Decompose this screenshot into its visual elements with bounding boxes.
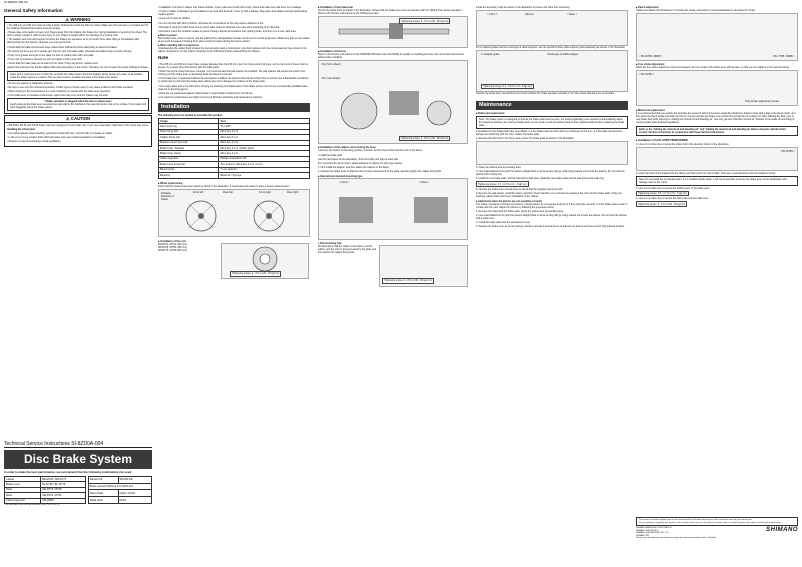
rear-label: < Rear > — [567, 13, 578, 17]
free-stroke-text: When the free stroke adjustment screw is loosened, the free stroke of the brake lever will increase, so that you can adjust it to the desired setting. — [636, 66, 790, 70]
warning-para: • Be careful not to let any oil or grease get onto the rotor and brake pads, otherwise the brakes may not work correctly. — [7, 49, 132, 53]
install-torque-1: Tightening torque: 0.5 - 0.7 N·m {5 - 7 kgf·cm} — [638, 191, 687, 195]
oil-para: • Directions: Keep the container sealed to prevent foreign objects and moisture from getting inside, and store it in a cool, dark area. — [158, 29, 297, 33]
adjust-step: 4. Depress the brake lever as far as it will go, and then operate it several times so that the two pistons all move to their fully-pressed position. — [476, 225, 625, 229]
rear-right-label: Rear right — [287, 190, 299, 194]
pad-mount-figure — [379, 245, 468, 287]
info-text: Gently depress the brake lever several times and wait for the bubbles in the reservoir tank to rise to the surface. If the brakes still work sluggishly, bleed the brake system. — [10, 103, 146, 110]
compressor-title: ■ When standing with a compressor — [158, 44, 200, 48]
footer — [636, 516, 798, 540]
shape-text: For C-shaped guides and the usual type of cable stoppers, use the special S-hose cable support (sold separately) as shown in the illustration. — [476, 46, 626, 50]
free-stroke-figure — [636, 70, 798, 106]
tsi-title: Technical Service Instructions SI-8ZD0A-004 — [4, 441, 152, 448]
caution-para: • Dispose of used oil according to local regulations. — [7, 140, 61, 144]
warning-para: • Check that the brake pads are at least 0.5 mm thick; if they are thinner, replace them. — [7, 62, 99, 66]
model-label: < BL-7785 / M985 > — [772, 54, 795, 58]
note-item: • For maximum performance we highly recommend Shimano lubricants and maintenance products. — [158, 95, 263, 99]
install-note: Note: Do not install the rod upside down. If it is installed upside down, it will not be possible to secure the brake lever to the handlebars, and damage may be the result. — [636, 176, 798, 186]
replace-step: 5. Operate the brake lever several times to check that the operation becomes stiff. — [476, 188, 563, 192]
install-step: 1. Use a 2 mm Allen key to screw the clamp bolt in the direction shown in the illustration. — [636, 142, 730, 146]
front-left-label: Front left — [193, 190, 204, 194]
int-title: ■ International standard mounting type — [318, 174, 363, 178]
front-wheel-label: <For front wheel> — [321, 63, 342, 67]
adjust-title: ■ Adjustment when the pistons are not operating correctly — [476, 200, 543, 204]
compressor-text: Understanding the caliper body to lower the internal parts using a compressor; note that moisture from the compressed air may remain in the caliper components. Let the caliper components dry sufficiently before reassembling the calipers. — [158, 47, 307, 54]
pull-text: Get the pad spacer as the illustration. (Front and left), and right to each side. — [318, 157, 399, 161]
adjust-step: 3. Install the brake pads and the pad spacers (red). — [476, 221, 531, 225]
tools-intro: The following tools are needed to assemble this product. — [158, 113, 223, 117]
note-item: • When the bicycle wheel has been removed, it is recommended that pad spacers be installed. The pad spacers will prevent the piston from coming out if the brake lever is depressed while the wheel is removed. — [158, 70, 306, 77]
remove-pads-figure — [476, 141, 628, 165]
adjust-text: The caliper mechanism includes two pistons. If these pistons do not operate properly or if they protrude unevenly, or if the brake pads remain in contact with the rotor, adjust the pistons by following the procedure below. — [476, 203, 628, 210]
rear-left-label: Rear left — [223, 190, 233, 194]
rotor-torque: Tightening torque: 2 - 4 N·m {20 - 40 kgf·cm} — [232, 272, 280, 276]
tsi-section — [4, 441, 152, 508]
hose-title: ■ Installation of the hose — [318, 50, 347, 54]
combo-table-right: Mineral Oil SM-DB-OIL Brake pad and Without fins Width fins Resin Pads G01A / G01S Metal Pads D01S — [88, 476, 152, 504]
oil-replace-title: ■ Mineral oil replacement — [636, 109, 665, 113]
lever-figure — [318, 16, 468, 48]
oil-para: • Installation of oil inlet or caliper may cause bubbles. Cover outlet and mouth with a cap. Check and make sure that there is no leakage. — [158, 6, 302, 9]
front-label: < Front > — [487, 13, 498, 17]
warning-para: • The 205 mm and 180 mm rotors provide a higher braking force than the 160 mm rotors. Make sure that you have a complete feel for the braking characteristics before using the brakes. — [7, 23, 149, 30]
adjust-step: 1. Remove the wheel and the brake pads. Clean the pistons and surrounding area. — [476, 210, 564, 214]
refer-box: Refer to the "Adding the mineral oil and bleeding air" and "Adding the mineral oil and bleeding air (when using the cylinder bleed screw)" Service Instructions in conjunction with these Service Instructions. — [636, 126, 798, 136]
warning-para: • If any oil or grease does get on the pads, be sure to replace them with new pads. — [7, 53, 95, 57]
column-5 — [636, 6, 798, 539]
warning-para: • Each rider's bicycle may handle slightly differently depending on the model. Therefore, be sure to learn the proper braking technique. — [7, 66, 149, 70]
warning-para: • Do not use organic or hazardous solvents. — [7, 81, 54, 85]
c-shape-label: C-shaped guide — [481, 53, 500, 57]
warning-title: ⚠ WARNING — [5, 17, 151, 23]
step-item: 1. First install the adapter, and then attach the calipers to the frame. — [318, 166, 390, 170]
free-stroke-title: ■ Free stroke adjustment — [636, 63, 665, 67]
burn-title: ■ Burn in period — [158, 34, 177, 38]
free-stroke-screw-label: Free stroke adjustment screw — [745, 100, 780, 104]
burn-text: Disc brakes have a burn-in period, and the braking force will gradually increase as the burn-in period progresses. Make sure that you are aware of any such increases in braking force when using the brakes during the burn-in period. — [158, 37, 310, 44]
oil-para: • Keep out of reach of children. — [158, 17, 191, 21]
caliper-step: • Install the brake pads. — [318, 153, 343, 157]
reach-figure — [636, 13, 798, 61]
model-label: < BL-M765 > — [780, 149, 795, 153]
footer-small: Please note: specifications are subject to change for improvement without notice. (English) — [636, 537, 717, 539]
hose-figure — [318, 60, 468, 144]
caliper-torque: Tightening torque: 6 - 8 N·m {60 - 80 kgf·cm} — [401, 136, 449, 140]
cable-guide-figure — [476, 50, 628, 92]
note-title: Note — [158, 55, 169, 61]
pad-pin-label: Pad pin — [525, 13, 534, 17]
oil-para: • Do not mix fluid with other products, otherwise the oil container as this may cause explosion or fire. — [158, 21, 264, 25]
note-item: • If the brake lever is depressed without the pad spacers installed, the pistons will protrude further than is normal. Use a flat-bladed screwdriver or similar tool to push back the brake pads, taking care not to damage the surfaces of the brake pads. — [158, 77, 309, 84]
rotating-dir-label: Rotating direction of wheel — [161, 191, 174, 202]
info-title: < Brake operation is sluggish when the lever is depressed > — [43, 100, 113, 104]
oil-replace-text: It is recommended that you replace the oil inside the reservoir tank if it becomes markedly discolored. Attach a hose with a bag to the bleed nipple, and then open the bleed nipple and drain out the oil. You can operate the brake lever at this time to help the oil to drain out. After draining the fluid, pour in new brake fluid while referring to 'Adding the mineral oil and bleeding air'. Use only genuine Shimano mineral oil. Dispose of the waste oil according to country and/or state disposal regulations. — [636, 112, 796, 125]
install-figure-1 — [636, 147, 798, 171]
cable-torque: Tightening torque: 0.3 - 0.5 N·m {3 - 5 kgf·cm} — [483, 84, 532, 88]
warning-para: • The calipers and rotor will become hot when the brakes are operated, so do not touch them while riding or immediately after dismounting from the bicycle, otherwise you may get burned. — [7, 38, 140, 45]
model-label: < BL-M765 / M665 > — [639, 54, 663, 58]
model-label: < BL-M765 > — [639, 73, 654, 77]
front-right-label: Front right — [259, 190, 271, 194]
warning-para: • Check that the brake components have cooled down sufficiently before attempting to adjust the brakes. — [7, 45, 118, 49]
column-1 — [4, 6, 152, 507]
hose-text: Refer to the Service Instructions for the SM-BH90-SB brake hose (SI-8JA0A) for details on installing the hose. Do not let the hose become twisted when installing. — [318, 53, 465, 60]
pad-torque: Tightening torque: 6 - 8 N·m {60 - 80 kgf·cm} — [384, 279, 432, 283]
caps-figure — [476, 10, 628, 46]
note-item: • Use soapy water and a dry cloth when carrying out cleaning and maintenance of the brake system. Do not use commercially available brake cleaners or silencing agents. — [158, 84, 308, 91]
warning-para: • Be sure to use only the mineral oil specified. If other types of oil are used, it may cause problems with brake operation. — [7, 85, 134, 89]
warning-para: • If the rotor is cracked or warped, be sure to replace it with a new rotor. — [7, 58, 83, 62]
installation-bar: Installation — [158, 103, 310, 112]
company-list: SHIMANO AMERICAN CORPORATION SHIMANO EUROPE B.V. SHIMANO (SINGAPORE) PTE. LTD. SHIMANO INC. — [636, 527, 672, 537]
reach-title: ■ Reach adjustment — [636, 6, 659, 9]
oil-para: • If inlet or caliper is damaged, go immediately to an area with fresh air. Cover up with a blanket. Stay warm and stable and seek professional medical advice. — [158, 10, 307, 17]
rotor-title: ■ Installation of the rotor — [158, 239, 187, 243]
hose-info: For conventional mount rovers, attach adapters to calipers for post-type mounts. — [318, 161, 403, 165]
caliper-title: ■ Installation of the calipers and securing the hose — [318, 146, 376, 150]
replace-step: 2. Clean the pistons and surrounding area. — [476, 166, 522, 170]
spring-torque: Tightening torque: 0.1 - 0.3 N·m {1 - 3 kgf·cm} — [478, 182, 527, 186]
caution-para: • SM-RT61, RT-51 and RT-55 brake rotors are designed for resin pads only. If you use metal pads, rapid wear of the rotors may occur. — [7, 123, 149, 127]
usual-stopper-label: Usual type of cable stopper — [547, 53, 579, 57]
footer-note: This service instruction explains how to use and maintain the Shimano bicycle parts which have been used on your new bicycle. For any questions regarding your bicycle or other matters which are not covered in this manual, please consult the place of purchase or the bicycle manufacturer. — [636, 517, 798, 526]
wheel-title: ■ Wheel spoke facing — [158, 181, 183, 185]
caps-intro: Install the accessory caps as shown in the illustration to prevent the bolts from loosening. — [476, 6, 571, 9]
front-label: < Front > — [339, 180, 350, 184]
note-item: • The 205 mm and 180 mm rotors have a larger diameter than the 160 mm rotors for cross-country bicycles, and so the bend of these rotors is greater. As a result, they will interfere with the brake pads. — [158, 63, 309, 70]
replace-note: Note: The brake system is designed so that as the brake pads become worn, the pistons gradually move outward to automatically adjust the clearance between the rotor and brake pads, so you need to push the pistons back to their original positions when replacing the brake pads. — [476, 116, 628, 129]
adjust-step: 2. Use a flat-bladed tool to push the pistons straight back in as far as they will go, being careful not to twist the pistons. Do not push the pistons with a sharp tool. — [476, 214, 627, 221]
replace-step: 4. Install the new brake pads, and the pad spring (pad axle). Install the new brake pads and the pad spring and snap ring. — [476, 177, 605, 181]
int-mount-figure — [318, 178, 468, 240]
caliper-step: • Remove the spacer for bleeding (yellow), and then set the wheel which has the rotor in the frame. — [318, 149, 423, 153]
replace-step: 3. Use a flat-bladed tool to push the pistons straight back in as far as they will go, while being careful not to twist the pistons. Do not push the pistons with a sharp tool. — [476, 170, 625, 177]
install-torque-2: Tightening torque: 6 - 8 N·m {60 - 80 kgf·cm} — [638, 202, 686, 206]
caution-box — [4, 115, 152, 146]
replace-title: ■ Brake pad replacement — [476, 112, 505, 116]
combo-table-left: Caliper BR-M765 / BR-M775 Brake Lever BL-M765 / BL-M775 Rotor SM-RT75 / RT65 Rotor SM-RT61 / RT51 Cable Supporter SM-HM40 — [4, 476, 86, 504]
doc-code: SI-8ZD0A-005-00 — [4, 0, 28, 4]
install-step: 3. Use a 2 mm Allen key to secure the shifting lever to the brake lever. — [636, 186, 711, 190]
info-box — [7, 98, 149, 111]
warning-box — [4, 16, 152, 115]
replace-step: 6. Remove the pad spacer, install the wheel, and then check that there is no interference between the rotor and the brake pads. If they are touching, adjust while referring to 'Installation of the caliper'. — [476, 192, 622, 199]
caution-para: • In the event of eye contact, flush with fresh water and seek medical assistance immediately. — [7, 136, 106, 140]
warning-para: • When working in low temperatures or in wet conditions, be careful with the brake lever operation. — [7, 90, 111, 94]
column-3 — [318, 6, 468, 287]
pad-mount-title: ● Pad mounting type — [318, 241, 342, 245]
replace-step: 1. Remove the wheel from the frame, and remove the brake pads as shown in the illustration. — [476, 137, 575, 141]
wheel-spoke-figure — [158, 189, 310, 237]
install-step: 2. Insert the hook of the bracket into the clamp, and then push it in until it clicks. Then use a special tool to push the bracket in firmly. — [636, 171, 776, 175]
tools-table: Usage Tool Rotor lock ring TL-LR15 Rotor fixing bolt Allen key 3 mm Caliper fixing bolt Allen key 5 mm Bracket mount type bolt Allen key 4 mm Brake hose / Bracket Allen key 4 mm / Radio pliers Brake lever clamp Allen key 4 mm Cable supporter Phillips screwdriver #2 Brake hose fixing bolt Torx wrench / Allen key 4 mm / 2 mm Bleed nipple 7 mm spanner Bleeding Bleed kit / Syringe — [158, 118, 310, 179]
oil-para: • Disposal of used oil: Follow local county and/or state codes for disposal. Use care when preparing oil for disposal. — [158, 25, 280, 29]
step-item: 2. Depress the brake lever so that the rotor is being compressed by the pads, and then tighten the caliper fixing bolts. — [318, 170, 442, 174]
column-2 — [158, 6, 310, 279]
rotor-figure — [221, 243, 309, 279]
maintenance-bar: Maintenance — [476, 101, 628, 110]
general-safety-title: General Safety Information — [4, 8, 63, 13]
lever-text: Secure the brake lever as shown in the illustration. (Check that the brake lever does not interfere with the shifting lever during operation.) Refer to the Service Instructions for the shifting lever also. — [318, 9, 463, 15]
shimano-logo: SHIMANO — [766, 527, 798, 533]
after-text: Operate the brake lever several times and check whether the brake operates normally or not. Also check that there are no oil leaks. — [476, 92, 615, 96]
replace-text: If oil adheres to the brake pads after oil is added, or if the brake pads are worn down to a thickness of 0.5 mm, or if the brake pad pressure springs are interfering with the rotor, replace the brake pads. — [476, 130, 623, 137]
install-lever-title: ■ Installation of the BL-M765/7785/M765/M985 — [636, 138, 688, 142]
lever-torque: Tightening torque: 6 - 8 N·m {60 - 80 kgf·cm} — [401, 19, 449, 23]
caution-title: ⚠ CAUTION — [5, 116, 151, 122]
warning-para: • If the brake lever is operated continuously, vapor lock may occur and the brakes may not work. — [7, 94, 109, 98]
rear-label: < Rear > — [419, 180, 430, 184]
combo-intro: In order to make the best performance, we recommend that the following combinations be used. — [4, 470, 132, 475]
combo-note: • The SM-HM40 is for use with rear pads (M764, M765, M775). — [4, 504, 60, 507]
pad-mount-text: Provisionally install the caliper to the frame; pull the caliper, and the rotor is being pressed by the pads, and then tighten the caliper fixing bolts. — [318, 244, 377, 254]
disc-brake-title: Disc Brake System — [4, 450, 152, 469]
rotor-models: SM-RT61 / RT51 (160 mm) SM-RT65 / RT55 (180 mm) SM-RT75 / RT55 (205 mm) — [158, 242, 187, 252]
rear-wheel-label: <For rear wheel> — [321, 77, 341, 81]
warning-icon: ⚠ — [65, 16, 71, 22]
spoke-diagram — [159, 190, 311, 236]
caution-para: Handling the wheel parts — [7, 127, 36, 131]
note-item: • Parts are not guaranteed against natural wear or deterioration resulting from normal use. — [158, 91, 254, 95]
wheel-text: Check that the spokes have been laced as shown in the illustration. It could cause the wheel to have a severe spoke tension. — [158, 184, 290, 188]
column-4 — [476, 6, 628, 229]
warning-para: • Please take extra caution to keep your fingers away from the rotating disc brake rotor during installation or servicing the wheel. The rotor is sharp enough to inflict severe injury to your fingers if caught within the openings of a moving rotor. — [7, 31, 147, 38]
caliper-diagram — [319, 61, 469, 143]
caution-para: • Use safety glasses when handling, and avoid contact with skin. Consult with your dealer or retailer. — [7, 132, 113, 136]
reach-text: Tighten the adjust bolt (clockwise) to increase the stroke, and loosen it (counterclockwise) to decrease the stroke. — [636, 9, 756, 12]
vapor-lock-note: Vapor lock is a phenomenon in which the oil inside the brake system becomes heated, which causes any water or air bubbles inside the brake system to expand. This can then result in a sudden increase in the brake lever stroke. — [7, 71, 149, 81]
int-mount-diagram — [319, 179, 469, 239]
install-step: 4. Use a 2 mm Allen key to secure the clamp band of the brake lever. — [636, 197, 709, 201]
caution-icon: ⚠ — [66, 116, 71, 122]
lever-title: ■ Installation of the brake lever — [318, 6, 354, 9]
